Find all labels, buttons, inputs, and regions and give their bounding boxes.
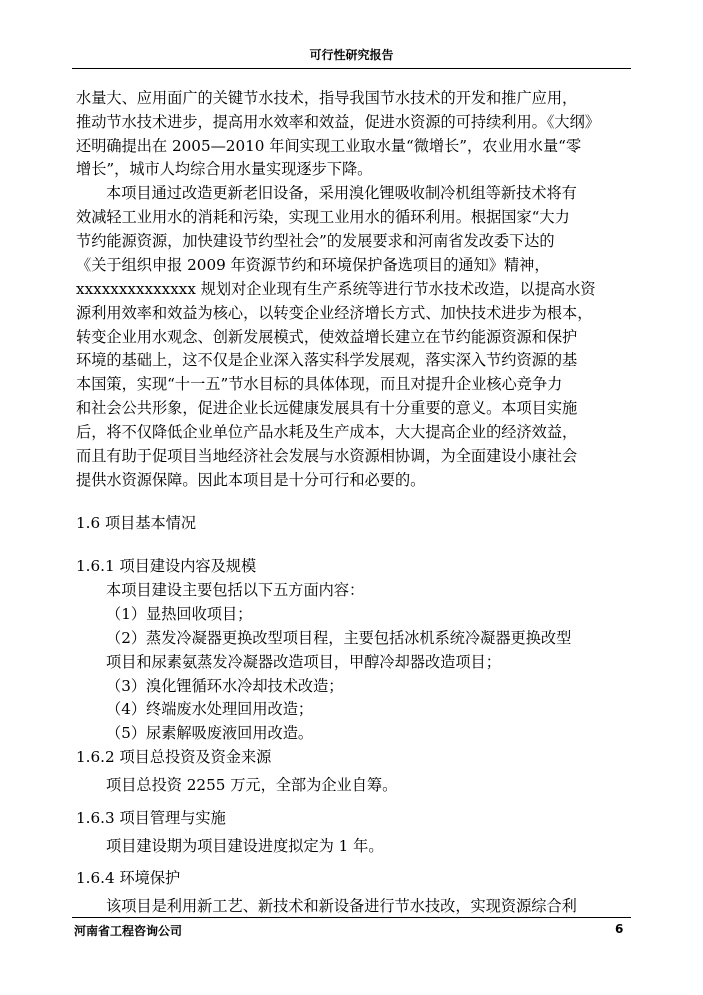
section-heading-1-6-4: 1.6.4 环境保护 (76, 869, 181, 887)
text-line: 环境的基础上，这不仅是企业深入落实科学发展观，落实深入节约资源的基 (76, 351, 578, 369)
text-line: 项目总投资 2255 万元，全部为企业自筹。 (106, 776, 398, 794)
section-heading-1-6: 1.6 项目基本情况 (76, 514, 197, 532)
section-heading-1-6-3: 1.6.3 项目管理与实施 (76, 809, 226, 827)
text-line: 项目建设期为项目建设进度拟定为 1 年。 (106, 837, 384, 855)
list-item: （3）溴化锂循环水冷却技术改造； (106, 677, 344, 695)
footer-divider (72, 917, 631, 918)
text-line: 转变企业用水观念、创新发展模式，使效益增长建立在节约能源资源和保护 (76, 328, 578, 346)
page-number: 6 (615, 922, 624, 936)
text-line: 该项目是利用新工艺、新技术和新设备进行节水技改，实现资源综合利 (106, 897, 577, 915)
text-line: 《关于组织申报 2009 年资源节约和环境保护备选项目的通知》精神， (76, 256, 550, 274)
text-line: 还明确提出在 2005—2010 年间实现工业取水量“微增长”，农业用水量“零 (76, 137, 582, 155)
section-heading-1-6-2: 1.6.2 项目总投资及资金来源 (76, 748, 272, 766)
list-item: 项目和尿素氨蒸发冷凝器改造项目，甲醇冷却器改造项目； (106, 653, 501, 671)
text-line: 本国策，实现“十一五”节水目标的具体体现，而且对提升企业核心竞争力 (76, 375, 563, 393)
section-heading-1-6-1: 1.6.1 项目建设内容及规模 (76, 557, 257, 575)
footer-company: 河南省工程咨询公司 (74, 924, 183, 938)
text-line: 和社会公共形象，促进企业长远健康发展具有十分重要的意义。本项目实施 (76, 399, 578, 417)
text-line: 本项目通过改造更新老旧设备，采用溴化锂吸收制冷机组等新技术将有 (106, 184, 577, 202)
text-line: 水量大、应用面广的关键节水技术，指导我国节水技术的开发和推广应用， (76, 89, 578, 107)
text-line: 本项目建设主要包括以下五方面内容： (106, 581, 365, 599)
list-item: （2）蒸发冷凝器更换改型项目程，主要包括冰机系统冷凝器更换改型 (106, 629, 572, 647)
text-line: 增长”，城市人均综合用水量实现逐步下降。 (76, 160, 373, 178)
text-line: 效减轻工业用水的消耗和污染，实现工业用水的循环利用。根据国家“大力 (76, 208, 570, 226)
header-divider (72, 68, 631, 69)
text-line: 后，将不仅降低企业单位产品水耗及生产成本，大大提高企业的经济效益， (76, 423, 578, 441)
text-line: xxxxxxxxxxxxxx 规划对企业现有生产系统等进行节水技术改造，以提高水资 (76, 280, 596, 298)
header-title: 可行性研究报告 (309, 48, 394, 62)
list-item: （4）终端废水处理回用改造； (106, 700, 314, 718)
list-item: （5）尿素解吸废液回用改造。 (106, 724, 314, 742)
text-line: 节约能源资源，加快建设节约型社会”的发展要求和河南省发改委下达的 (76, 232, 555, 250)
list-item: （1）显热回收项目； (106, 605, 253, 623)
text-line: 提供水资源保障。因此本项目是十分可行和必要的。 (76, 471, 426, 489)
text-line: 源利用效率和效益为核心，以转变企业经济增长方式、加快技术进步为根本， (76, 304, 593, 322)
text-line: 推动节水技术进步，提高用水效率和效益，促进水资源的可持续利用。《大纲》 (76, 113, 600, 131)
text-line: 而且有助于促项目当地经济社会发展与水资源相协调，为全面建设小康社会 (76, 447, 578, 465)
